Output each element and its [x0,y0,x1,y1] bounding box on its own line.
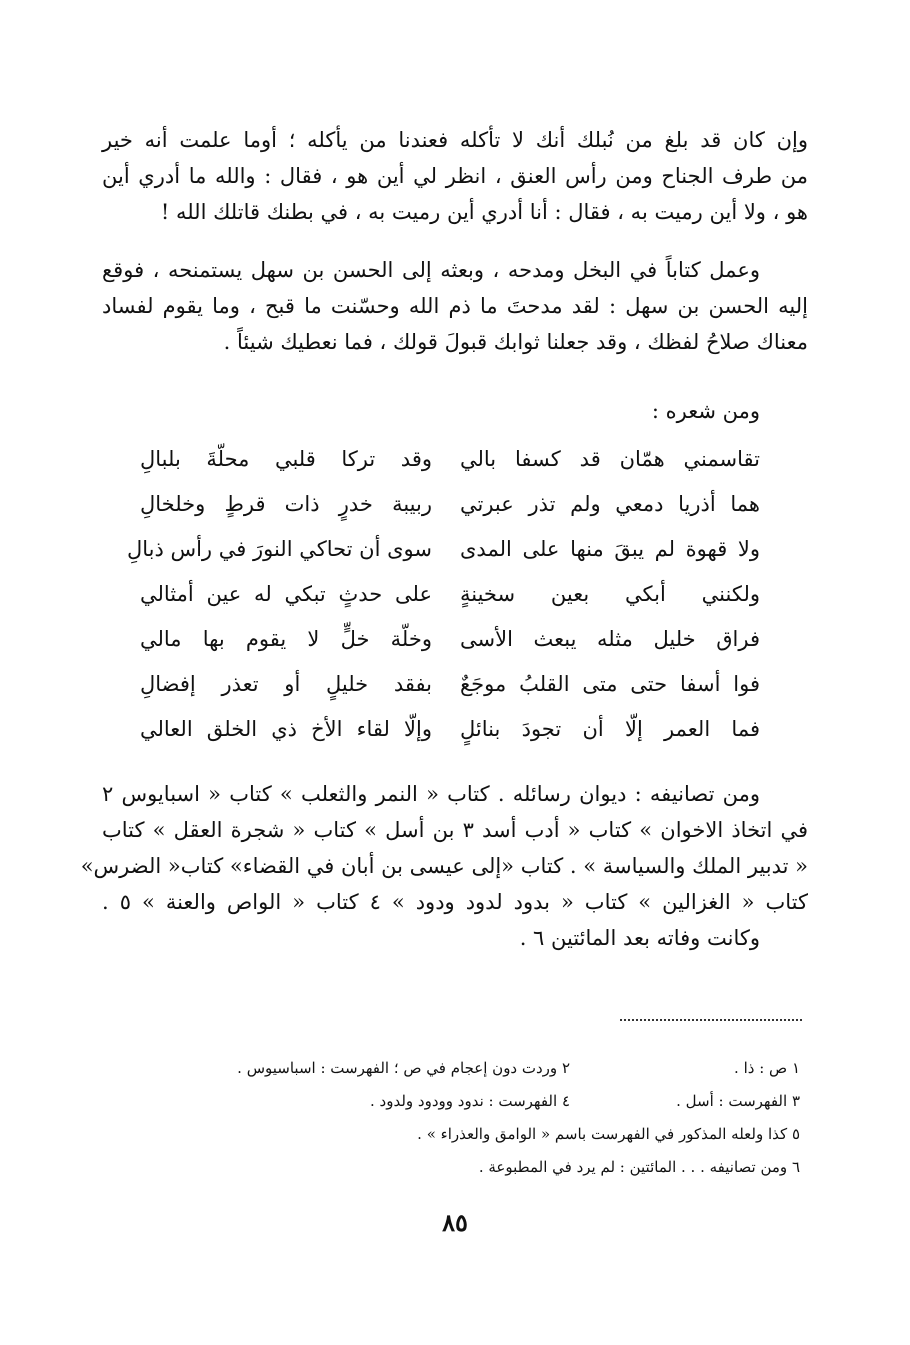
text-line: وعمل كتاباً في البخل ومدحه ، وبعثه إلى الحسن بن سهل يستمنحه ، فوقع [102,258,760,282]
verse [140,672,770,717]
text-line: ومن شعره : [651,399,760,423]
footnote-row [150,1151,800,1184]
verse [140,447,770,492]
verse-second-hemistich: بفقد خليلٍ أو تعذر إفضالِ [140,672,432,696]
verse [140,717,770,762]
poem-intro [102,393,808,429]
verse-second-hemistich: وخلّة خلٍّ لا يقوم بها مالي [140,627,432,651]
paragraph-2 [102,252,808,360]
verse-first-hemistich: فراق خليل مثله يبعث الأسى [460,627,760,651]
footnote: ٤ الفهرست : ندود وودود ولدود . [370,1092,570,1110]
footnote: ٥ كذا ولعله المذكور في الفهرست باسم « الوامق والعذراء » . [417,1125,800,1143]
footnote: ١ ص : ذا . [734,1059,800,1077]
text-line: « تدبير الملك والسياسة » . كتاب «إلى عيسى بن أبان في القضاء» كتاب« الضرس» [80,854,808,878]
text-line: معناك صلاحُ لفظك ، وقد جعلنا ثوابك قبولَ قولك ، فما نعطيك شيئاً . [223,330,808,354]
verse-second-hemistich: ربيبة خدرٍ ذات قرطٍ وخلخالِ [140,492,432,516]
footnotes [150,1052,800,1184]
verse-first-hemistich: هما أذريا دمعي ولم تذر عبرتي [460,492,760,516]
verse [140,582,770,627]
text-line: كتاب « الغزالين » كتاب « بدود لدود ودود » ٤ كتاب « الواص والعنة » ٥ . [102,890,809,914]
text-line: إليه الحسن بن سهل : لقد مدحتَ ما ذم الله وحسّنت ما قبح ، وما يقوم لفساد [102,294,808,318]
text-line: في اتخاذ الاخوان » كتاب « أدب أسد ٣ بن أسل » كتاب « شجرة العقل » كتاب [102,818,808,842]
verse-second-hemistich: على حدثٍ تبكي له عين أمثالي [140,582,432,606]
verse-second-hemistich: وقد تركا قلبي محلّةَ بلبالِ [140,447,432,471]
verse-second-hemistich: وإلّا لقاء الأخ ذي الخلق العالي [140,717,432,741]
verse [126,537,770,582]
footnote: ٦ ومن تصانيفه . . . المائتين : لم يرد في المطبوعة . [478,1158,800,1176]
paragraph-1 [102,122,808,230]
footnote-separator [620,1019,802,1021]
verse-first-hemistich: تقاسمني همّان قد كسفا بالي [460,447,760,471]
text-line: وكانت وفاته بعد المائتين ٦ . [519,926,760,950]
text-line: وإن كان قد بلغ من نُبلك أنك لا تأكله فعندنا من يأكله ؛ أوما علمت أنه خير [102,128,808,152]
footnote: ٢ وردت دون إعجام في ص ؛ الفهرست : اسباسيوس . [237,1059,570,1077]
text-line: من طرف الجناح ومن رأس العنق ، انظر لي أين هو ، فقال : والله ما أدري أين [102,164,808,188]
verse-first-hemistich: فما العمر إلّا أن تجودَ بنائلٍ [460,717,760,741]
footnote: ٣ الفهرست : أسل . [676,1092,800,1110]
verse-first-hemistich: ولا قهوة لم يبقَ منها على المدى [460,537,760,561]
footnote-row [150,1085,800,1118]
verse-second-hemistich: سوى أن تحاكي النورَ في رأس ذبالِ [126,537,432,561]
footnote-row [150,1118,800,1151]
verse-first-hemistich: فوا أسفا حتى متى القلبُ موجَعٌ [460,672,760,696]
verse-first-hemistich: ولكنني أبكي بعين سخينةٍ [460,582,760,606]
page-number: ٨٥ [442,1208,468,1237]
text-line: هو ، ولا أين رميت به ، فقال : أنا أدري أين رميت به ، في بطنك قاتلك الله ! [160,200,808,224]
text-line: ومن تصانيفه : ديوان رسائله . كتاب « النمر والثعلب » كتاب « اسبايوس ٢ [102,782,760,806]
poem [126,447,770,762]
verse [140,492,770,537]
verse [140,627,770,672]
footnote-row [150,1052,800,1085]
paragraph-3 [80,776,809,956]
